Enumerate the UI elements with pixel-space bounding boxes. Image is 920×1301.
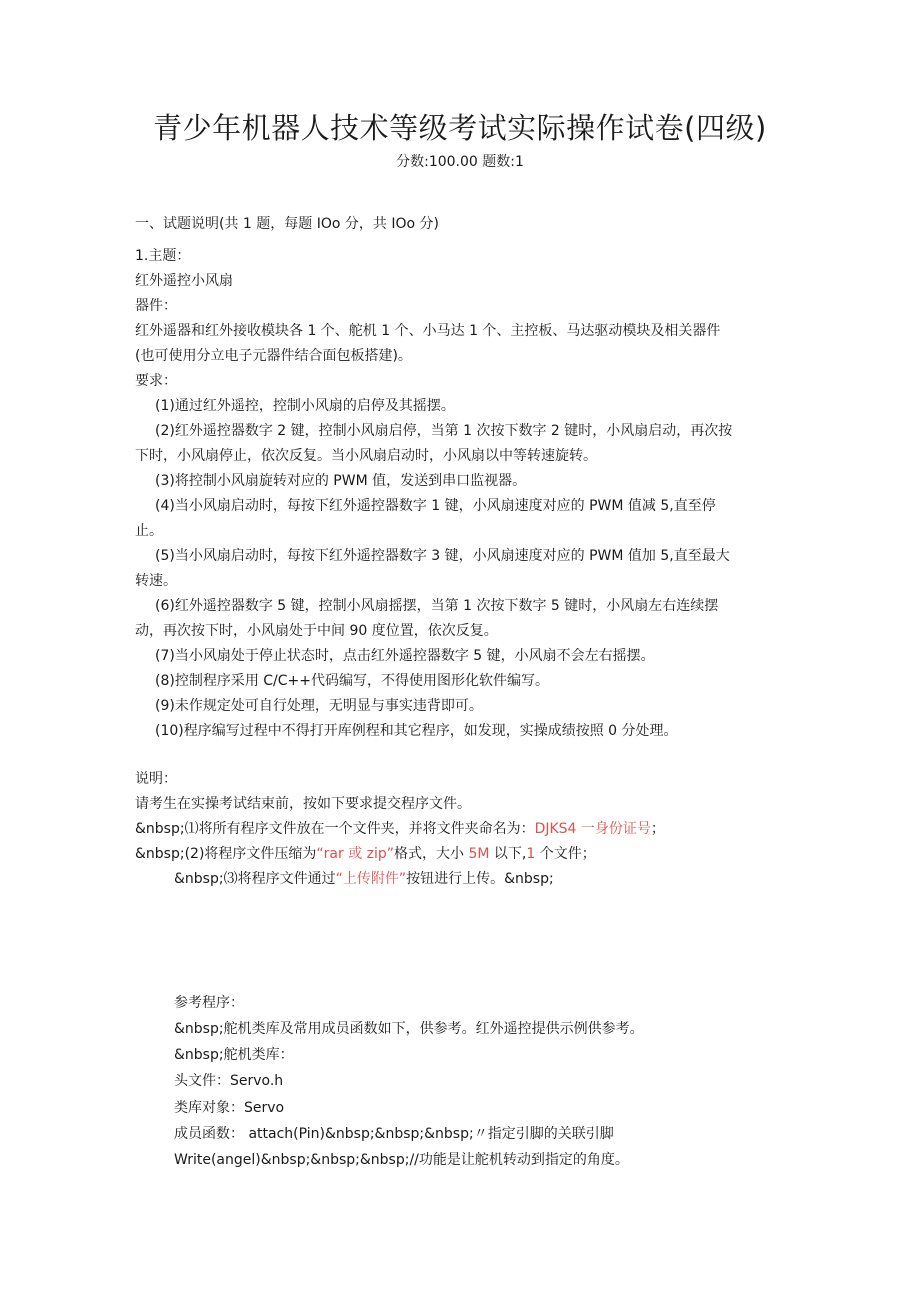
note-label: 说明： [135,771,177,787]
note-step-2-text: &nbsp;(2)将程序文件压缩为 [135,846,317,862]
section-heading: 一、试题说明(共 1 题，每题 IOo 分，共 IOo 分) [135,216,439,232]
requirement-line: 转速。 [135,573,177,589]
note-step-1 [135,817,665,842]
note-step-2-text-below: 以下, [489,846,527,862]
requirement-line: (7)当小风扇处于停止状态时，点击红外遥控器数字 5 键，小风扇不会左右摇摆。 [155,648,655,664]
folder-name-format: DJKS4 一身份证号 [534,821,651,837]
parts-line-2: (也可使用分立电子元器件结合面包板搭建)。 [135,348,412,364]
requirement-line: (10)程序编写过程中不得打开库例程和其它程序，如发现，实操成绩按照 0 分处理。 [155,723,678,739]
reference-line: &nbsp;舵机类库： [174,1047,294,1063]
note-step-3-text: &nbsp;⑶将程序文件通过 [174,871,336,887]
note-step-2-text-size: 格式，大小 [394,846,469,862]
requirement-line: (3)将控制小风扇旋转对应的 PWM 值，发送到串口监视器。 [155,473,527,489]
requirement-line: 止。 [135,523,163,539]
note-step-2-end: 个文件； [535,846,596,862]
reference-line: 头文件：Servo.h [174,1073,284,1089]
reference-label: 参考程序： [174,995,244,1011]
reference-line: 类库对象：Servo [174,1100,285,1116]
requirement-line: (5)当小风扇启动时，每按下红外遥控器数字 3 键，小风扇速度对应的 PWM 值加 5,直至最大 [155,548,730,564]
note-step-3-end: 按钮进行上传。&nbsp; [406,871,554,887]
exam-title: 青少年机器人技术等级考试实际操作试卷(四级) [153,111,767,145]
parts-label: 器件： [135,298,177,314]
topic-text: 红外遥控小风扇 [135,273,233,289]
note-step-2 [135,842,596,867]
requirement-line: (2)红外遥控器数字 2 键，控制小风扇启停，当第 1 次按下数字 2 键时，小风扇启动，再次按 [155,423,733,439]
note-step-1-end: ； [650,821,665,837]
requirement-line: 下时，小风扇停止，依次反复。当小风扇启动时，小风扇以中等转速旋转。 [135,448,597,464]
note-intro: 请考生在实操考试结束前，按如下要求提交程序文件。 [135,796,471,812]
requirements-label: 要求： [135,373,177,389]
requirement-line: (8)控制程序采用 C/C++代码编写，不得使用图形化软件编写。 [155,673,550,689]
requirement-line: (1)通过红外遥控，控制小风扇的启停及其摇摆。 [155,398,455,414]
reference-line: &nbsp;舵机类库及常用成员函数如下，供参考。红外遥控提供示例供参考。 [174,1021,644,1037]
note-step-1-text: &nbsp;⑴将所有程序文件放在一个文件夹，并将文件夹命名为： [135,821,535,837]
requirement-line: (9)未作规定处可自行处理，无明显与事实违背即可。 [155,698,483,714]
reference-line: 成员函数： attach(Pin)&nbsp;&nbsp;&nbsp;〃指定引脚的关联引脚 [174,1126,614,1142]
requirement-line: (4)当小风扇启动时，每按下红外遥控器数字 1 键，小风扇速度对应的 PWM 值减 5,直至停 [155,498,716,514]
requirement-line: (6)红外遥控器数字 5 键，控制小风扇摇摆，当第 1 次按下数字 5 键时，小风扇左右连续摆 [155,598,719,614]
archive-format: “rar 或 zip” [316,846,395,862]
requirement-line: 动，再次按下时，小风扇处于中间 90 度位置，依次反复。 [135,623,498,639]
upload-button-name: “上传附件” [335,871,407,887]
parts-line-1: 红外遥器和红外接收模块各 1 个、舵机 1 个、小马达 1 个、主控板、马达驱动模块及相关器件 [135,323,721,339]
file-count: 1 [526,846,536,862]
size-limit: 5M [468,846,490,862]
exam-score-info: 分数:100.00 题数:1 [396,154,524,170]
reference-line: Write(angel)&nbsp;&nbsp;&nbsp;//功能是让舵机转动到指定的角度。 [174,1152,629,1168]
topic-label: 1.主题： [135,248,191,264]
note-step-3 [174,867,554,892]
